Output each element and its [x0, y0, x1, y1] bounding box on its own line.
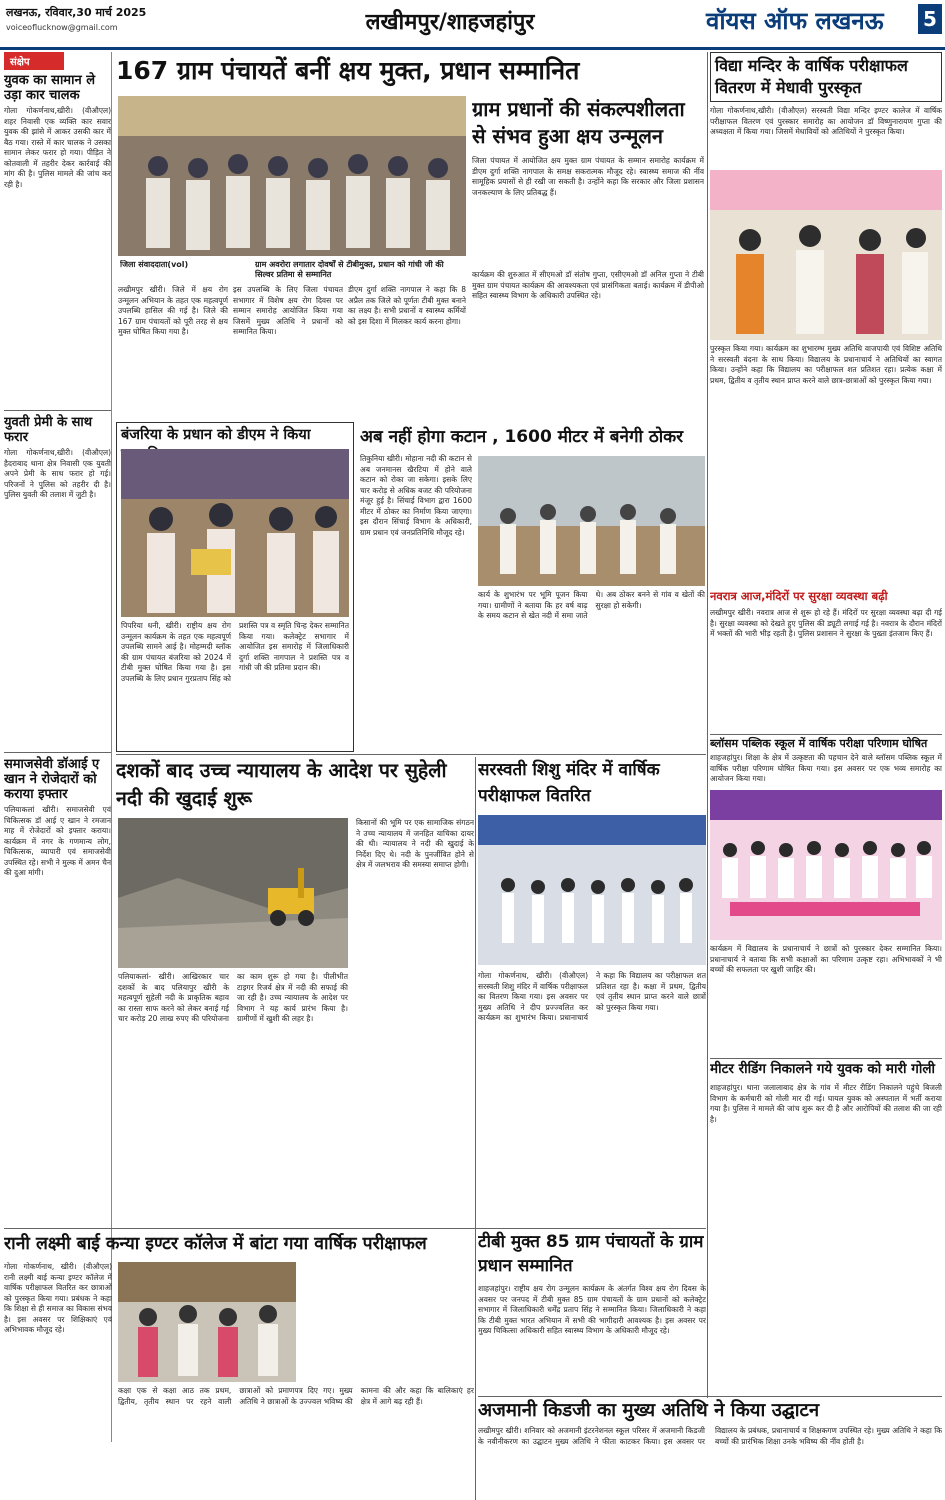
column-divider [707, 52, 708, 1398]
saraswati-body: गोला गोकर्णनाथ, खीरी। (वीऔएल) सरस्वती शिशु मंदिर में वार्षिक परीक्षाफल का वितरण किया गया। इस अवसर पर मुख्य अतिथि ने दीप प्रज्ज्वलित कर कार्यक्रम का शुभारंभ किया। प्रधानाचार्य ने कहा कि विद्यालय का परीक्षाफल शत प्रतिशत रहा है। कक्षा में प्रथम, द्वितीय एवं तृतीय स्थान प्राप्त करने वाले छात्रों को पुरस्कृत किया गया। [478, 971, 706, 1022]
hero-headline: 167 ग्राम पंचायतें बनीं क्षय मुक्त, प्रधान सम्मानित [116, 56, 580, 85]
brief-2-body: गोला गोकर्णनाथ,खीरी। (वीऔएल) हैदराबाद थाना क्षेत्र निवासी एक युवती अपने प्रेमी के साथ फरार हो गई। परिजनों ने पुलिस को तहरीर दी है। पुलिस युवती की तलाश में जुटी है। [4, 448, 111, 499]
brief-tag: संक्षेप [4, 52, 64, 70]
blossom-photo [710, 790, 942, 940]
brief-2-title: युवती प्रेमी के साथ फरार [4, 415, 93, 445]
katan-body: तिकुनिया खीरी। मोहाना नदी की कटान से अब जनमानस खैरटिया में होने वाले कटान को रोका जा सकेगा। इसके लिए चार करोड़ से अधिक बजट की परियोजना मंजूर हुई है। सिंचाई विभाग द्वारा 1600 मीटर में ठोकर का निर्माण किया जाएगा। इस दौरान सिंचाई विभाग के अधिकारी, ग्राम प्रधान एवं जनप्रतिनिधि मौजूद रहे। [360, 454, 472, 537]
tb85-body: शाहजहांपुर। राष्ट्रीय क्षय रोग उन्मूलन कार्यक्रम के अंतर्गत विश्व क्षय रोग दिवस के अवसर पर जनपद में टीबी मुक्त 85 ग्राम पंचायतों के ग्राम प्रधानों को कलेक्ट्रेट सभागार में जिलाधिकारी धर्मेंद्र प्रताप सिंह ने सम्मानित किया। जिलाधिकारी ने कहा कि टीबी मुक्त भारत अभियान में सभी की भागीदारी आवश्यक है। इस अवसर पर मुख्य चिकित्सा अधिकारी सहित स्वास्थ्य विभाग के अधिकारी मौजूद रहे। [478, 1284, 706, 1335]
column-divider [475, 757, 476, 1500]
hero-body-1: लखीमपुर खीरी। जिले में क्षय रोग उन्मूलन अभियान के तहत एक महत्वपूर्ण उपलब्धि हासिल की गई है। जिले की 167 ग्राम पंचायतों को पूरी तरह से क्षय मुक्त घोषित किया गया है। [118, 285, 228, 336]
brief-3-title: समाजसेवी डॉआई ए खान ने रोजेदारों को कराया इफ्तार [4, 757, 100, 802]
kshay-body-2: कार्यक्रम की शुरुआत में सीएमओ डॉ संतोष गुप्ता, एसीएमओ डॉ अनिल गुप्ता ने टीबी मुक्त ग्राम पंचायत कार्यक्रम की आवश्यकता एवं प्रासंगिकता बताई। कार्यक्रम में डीपीओ सहित स्वास्थ्य विभाग के अधिकारी उपस्थित रहे। [472, 270, 704, 300]
page-number: 5 [918, 4, 942, 34]
kshay-headline: ग्राम प्रधानों की संकल्पशीलता से संभव हुआ क्षय उन्मूलन [472, 97, 685, 148]
katan-headline: अब नहीं होगा कटान , 1600 मीटर में बनेगी ठोकर [360, 427, 684, 447]
saraswati-headline: सरस्वती शिशु मंदिर में वार्षिक परीक्षाफल वितरित [478, 760, 660, 806]
blossom-headline: ब्लॉसम पब्लिक स्कूल में वार्षिक परीक्षा परिणाम घोषित [710, 737, 928, 750]
rani-photo [118, 1262, 296, 1382]
row-divider [710, 734, 942, 735]
katan-story [360, 422, 705, 752]
row-divider [710, 1058, 942, 1059]
edition-email: voiceoflucknow@gmail.com [6, 23, 118, 32]
navratra-headline: नवरात्र आज,मंदिरों पर सुरक्षा व्यवस्था बढ़ी [710, 589, 888, 603]
suheli-body-2: किसानों की भूमि पर एक सामाजिक संगठन ने उच्च न्यायालय में जनहित याचिका दायर की थी। न्यायालय ने नदी की खुदाई के निर्देश दिए थे। नदी के पुनर्जीवित होने से क्षेत्र में जलभराव की समस्या समाप्त होगी। [356, 818, 474, 869]
tb85-headline: टीबी मुक्त 85 ग्राम पंचायतों के ग्राम प्रधान सम्मानित [478, 1232, 704, 1276]
rani-body-2: कक्षा एक से कक्षा आठ तक प्रथम, द्वितीय, तृतीय स्थान पर रहने वाली छात्राओं को प्रमाणपत्र दिए गए। मुख्य अतिथि ने छात्राओं के उज्ज्वल भविष्य की कामना की और कहा कि बालिकाएं हर क्षेत्र में आगे बढ़ रही हैं। [118, 1386, 474, 1406]
vidya-photo [710, 170, 942, 340]
edition-date: लखनऊ, रविवार,30 मार्च 2025 [6, 6, 147, 19]
suheli-body: पलियाकलां- खीरी। आखिरकार चार दशकों के बाद पलियापुर खीरी के महत्वपूर्ण सुहेली नदी के प्राकृतिक बहाव का रास्ता साफ करने को लेकर बनाई गई चार करोड़ 20 लाख रुपए की परियोजना का काम शुरू हो गया है। पीलीभीत टाइगर रिजर्व क्षेत्र में नदी की सफाई की जा रही है। उच्च न्यायालय के आदेश पर विभाग ने यह कार्य प्रारंभ किया है। ग्रामीणों में खुशी की लहर है। [118, 972, 348, 1023]
meter-headline: मीटर रीडिंग निकालने गये युवक को मारी गोली [710, 1061, 935, 1077]
katan-photo [478, 456, 705, 586]
rani-headline: रानी लक्ष्मी बाई कन्या इण्टर कॉलेज में बांटा गया वार्षिक परीक्षाफल [4, 1234, 427, 1254]
navratra-body: लखीमपुर खीरी। नवरात्र आज से शुरू हो रहे हैं। मंदिरों पर सुरक्षा व्यवस्था बढ़ा दी गई है। सुरक्षा व्यवस्था को देखते हुए पुलिस की ड्यूटी लगाई गई है। नवरात्र के दौरान मंदिरों में भक्तों की भारी भीड़ रहती है। पुलिस प्रशासन ने सुरक्षा के पुख्ता इंतजाम किए हैं। [710, 608, 942, 638]
meter-body: शाहजहांपुर। थाना जलालाबाद क्षेत्र के गांव में मीटर रीडिंग निकालने पहुंचे बिजली विभाग के कर्मचारी को गोली मार दी गई। घायल युवक को अस्पताल में भर्ती कराया गया है। पुलिस ने मामले की जांच शुरू कर दी है और आरोपियों की तलाश की जा रही है। [710, 1083, 942, 1124]
brief-1-body: गोला गोकर्णनाथ,खीरी। (वीऔएल) शहर निवासी एक व्यक्ति कार सवार युवक की झांसे में आकर उसकी कार में बैठ गया। रास्ते में कार चालक ने उसका सामान लेकर फरार हो गया। पीड़ित ने कोतवाली में तहरीर देकर कार्रवाई की मांग की है। पुलिस मामले की जांच कर रही है। [4, 106, 111, 189]
vidya-body: गोला गोकर्णनाथ,खीरी। (वीऔएल) सरस्वती विद्या मन्दिर इण्टर कालेज में वार्षिक परीक्षाफल वितरण एवं पुरस्कार समारोह का आयोजन डॉ विष्णुनारायण गुप्ता की अध्यक्षता में किया गया। जिसमें मेधावियों को अतिथियों ने पुरस्कृत किया। [710, 106, 942, 136]
hero-photo-caption: ग्राम अवरोरा लगातार दोवर्षों से टीबीमुक्त, प्रधान को गांधी जी की सिल्वर प्रतिमा से सम्मानित [255, 260, 444, 279]
bajariya-body: पिपरिया धनी, खीरी। राष्ट्रीय क्षय रोग उन्मूलन कार्यक्रम के तहत एक महत्वपूर्ण उपलब्धि सामने आई है। मोहम्मदी ब्लॉक की ग्राम पंचायत बंजरिया को 2024 में टीबी मुक्त घोषित किया गया है। इस उपलब्धि के लिए प्रधान गुरप्रताप सिंह को प्रशस्ति पत्र व स्मृति चिन्ह देकर सम्मानित किया गया। कलेक्ट्रेट सभागार में आयोजित इस समारोह में जिलाधिकारी दुर्गा शक्ति नागपाल ने प्रशस्ति पत्र व गांधी जी की प्रतिमा प्रदान की। [121, 621, 349, 683]
blossom-story [710, 736, 942, 1056]
vidya-story [710, 52, 942, 732]
blossom-body-2: कार्यक्रम में विद्यालय के प्रधानाचार्य ने छात्रों को पुरस्कार देकर सम्मानित किया। प्रधानाचार्य ने बताया कि सभी कक्षाओं का परिणाम उत्कृष्ट रहा। अभिभावकों ने भी बच्चों की सफलता पर खुशी जाहिर की। [710, 944, 942, 974]
hero-body-2: इस उपलब्धि के लिए जिला पंचायत सभागार में विशेष क्षय रोग दिवस पर सम्मान समारोह आयोजित किया गया जिसमें मुख्य अतिथि ने प्रधानों को सम्मानित किया। [233, 285, 343, 336]
brief-1-title: युवक का सामान ले उड़ा कार चालक [4, 73, 96, 103]
blossom-body: शाहजहांपुर। शिक्षा के क्षेत्र में उत्कृष्टता की पहचान देने वाले ब्लॉसम पब्लिक स्कूल में वार्षिक परीक्षा परिणाम घोषित किया गया। इस अवसर पर एक भव्य समारोह का आयोजन किया गया। [710, 753, 942, 783]
bajariya-photo [121, 449, 349, 617]
vidya-body-2: पुरस्कृत किया गया। कार्यक्रम का शुभारम्भ मुख्य अतिथि वाजपायी एवं विशिष्ट अतिथि ने सरस्वती वंदना के साथ किया। विद्यालय के प्रधानाचार्य ने अतिथियों का स्वागत किया। उन्होंने कहा कि विद्यालय का परीक्षाफल शत प्रतिशत रहा। प्रत्येक कक्षा में प्रथम, द्वितीय व तृतीय स्थान प्राप्त करने वाले छात्र-छात्राओं को पुरस्कृत किया गया। [710, 344, 942, 385]
suheli-headline-box [116, 757, 476, 817]
saraswati-photo [478, 815, 706, 965]
bajariya-headline: बंजरिया के प्रधान को डीएम ने किया [121, 427, 311, 443]
meter-story [710, 1060, 942, 1396]
section-title: लखीमपुर/शाहजहांपुर [365, 10, 535, 35]
row-divider [116, 754, 706, 755]
suheli-photo [118, 818, 348, 968]
brief-3-body: पलियाकलां खीरी। समाजसेवी एवं चिकित्सक डॉ आई ए खान ने रमजान माह में रोजेदारों को इफ्तार कराया। कार्यक्रम में नगर के गणमान्य लोग, चिकित्सक, व्यापारी एवं समाजसेवी उपस्थित रहे। सभी ने मुल्क में अमन चैन की दुआ मांगी। [4, 805, 111, 877]
ajmani-headline: अजमानी किडजी का मुख्य अतिथि ने किया उद्घाटन [478, 1400, 820, 1421]
hero-photo [118, 96, 466, 256]
masthead [0, 0, 945, 50]
newspaper-brand: वॉयस ऑफ लखनऊ [706, 7, 884, 35]
bajariya-story [116, 422, 354, 752]
hero-body-3: डीएम दुर्गा शक्ति नागपाल ने कहा कि 8 अप्रैल तक जिले को पूर्णतः टीबी मुक्त बनाने का लक्ष्य है। सभी प्रधानों व स्वास्थ्य कर्मियों को इस दिशा में मिलकर कार्य करना होगा। [348, 285, 466, 326]
hero-headline-box [116, 52, 706, 92]
ajmani-body: लखीमपुर खीरी। शनिवार को अजमानी इंटरनेशनल स्कूल परिसर में अजमानी किडजी के नवीनीकरण का उद्घाटन मुख्य अतिथि ने फीता काटकर किया। इस अवसर पर विद्यालय के प्रबंधक, प्रधानाचार्य व शिक्षकगण उपस्थित रहे। मुख्य अतिथि ने कहा कि बच्चों की प्रारंभिक शिक्षा उनके भविष्य की नींव होती है। [478, 1426, 942, 1446]
rani-body: गोला गोकर्णनाथ, खीरी। (वीऔएल) रानी लक्ष्मी बाई कन्या इण्टर कॉलेज में वार्षिक परीक्षाफल वितरित कर छात्राओं को पुरस्कृत किया गया। प्रबंधक ने कहा कि शिक्षा से ही समाज का विकास संभव है। इस अवसर पर शिक्षिकाएं एवं अभिभावक मौजूद रहे। [4, 1262, 112, 1334]
katan-body-2: कार्य के शुभारंभ पर भूमि पूजन किया गया। ग्रामीणों ने बताया कि हर वर्ष बाढ़ के समय कटान से खेत नदी में समा जाते थे। अब ठोकर बनने से गांव व खेतों की सुरक्षा हो सकेगी। [478, 590, 705, 620]
row-divider [4, 1228, 706, 1229]
kshay-story [472, 96, 704, 426]
vidya-headline: विद्या मन्दिर के वार्षिक परीक्षाफल वितरण में मेधावी पुरस्कृत [710, 52, 942, 102]
rani-headline-box [4, 1230, 474, 1260]
ajmani-story [478, 1398, 942, 1498]
suheli-headline: दशकों बाद उच्च न्यायालय के आदेश पर सुहेली नदी की खुदाई शुरू [116, 759, 447, 810]
row-divider [478, 1396, 942, 1397]
kshay-body: जिला पंचायत में आयोजित क्षय मुक्त ग्राम पंचायत के सम्मान समारोह कार्यक्रम में डीएम दुर्गा शक्ति नागपाल के समक्ष सकरात्मक मौजूद रहे। स्वास्थ्य समाज की नींव सामूहिक प्रयासों से ही रखी जा सकती है। उन्होंने कहा कि सरकार और जिला प्रशासन जनकल्याण के लिए प्रतिबद्ध हैं। [472, 156, 704, 197]
hero-credit: जिला संवाददाता(vol) [120, 260, 189, 269]
saraswati-story [478, 757, 706, 1227]
